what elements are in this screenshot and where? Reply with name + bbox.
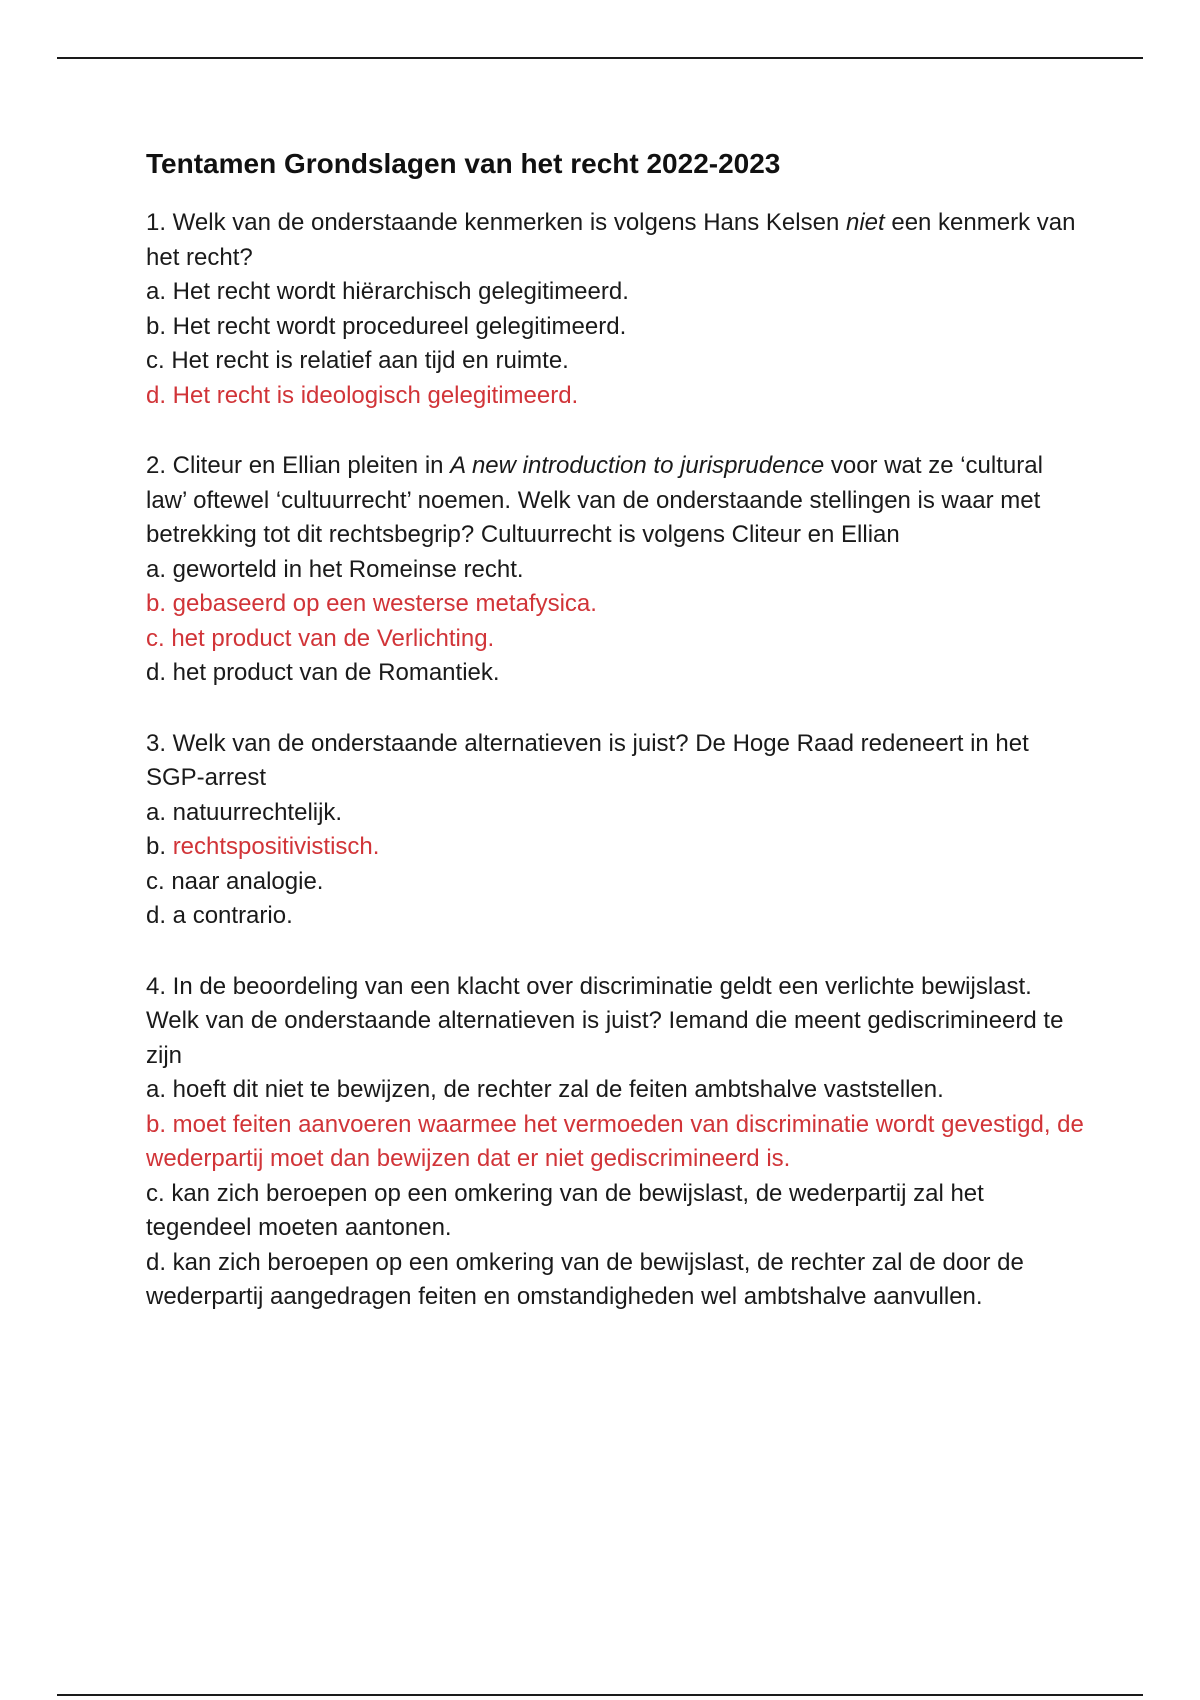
question-1-option-c: c. Het recht is relatief aan tijd en ruimte. [146, 347, 569, 374]
question-1-option-a: a. Het recht wordt hiërarchisch gelegitimeerd. [146, 278, 629, 305]
question-4 [146, 970, 1086, 1315]
question-2-prompt: 2. Cliteur en Ellian pleiten in A new introduction to jurisprudence voor wat ze ‘cultural law’ oftewel ‘cultuurrecht’ noemen. Welk van de onderstaande stellingen is waar met betrekking tot dit rechtsbegrip? Cultuurrecht is volgens Cliteur en Ellian [146, 452, 1043, 548]
footer-rule [57, 1694, 1143, 1696]
header-rule [57, 57, 1143, 59]
question-4-option-d: d. kan zich beroepen op een omkering van de bewijslast, de rechter zal de door de wederpartij aangedragen feiten en omstandigheden wel ambtshalve aanvullen. [146, 1248, 1024, 1310]
question-2-option-d: d. het product van de Romantiek. [146, 659, 500, 686]
question-2-option-c-answer: c. het product van de Verlichting. [146, 624, 495, 652]
question-1 [146, 206, 1086, 413]
question-1-option-d-answer: d. Het recht is ideologisch gelegitimeerd. [146, 381, 579, 409]
question-3 [146, 727, 1086, 934]
question-4-prompt: 4. In de beoordeling van een klacht over discriminatie geldt een verlichte bewijslast. Welk van de onderstaande alternatieven is juist? Iemand die meent gediscrimineerd te zijn [146, 972, 1064, 1069]
question-2-option-a: a. geworteld in het Romeinse recht. [146, 555, 524, 583]
question-1-option-b: b. Het recht wordt procedureel gelegitimeerd. [146, 312, 627, 340]
question-3-option-b-answer: rechtspositivistisch. [172, 833, 380, 860]
question-3-option-c: c. naar analogie. [146, 867, 324, 895]
document-title: Tentamen Grondslagen van het recht 2022-2023 [146, 148, 781, 179]
question-3-option-a: a. natuurrechtelijk. [146, 798, 343, 826]
question-4-option-a: a. hoeft dit niet te bewijzen, de rechter zal de feiten ambtshalve vaststellen. [146, 1076, 944, 1103]
question-1-prompt: 1. Welk van de onderstaande kenmerken is volgens Hans Kelsen niet een kenmerk van het recht? [146, 209, 1076, 271]
question-3-prompt: 3. Welk van de onderstaande alternatieven is juist? De Hoge Raad redeneert in het SGP-arrest [146, 729, 1029, 791]
document-body [146, 140, 1086, 1351]
question-4-option-b-answer: b. moet feiten aanvoeren waarmee het vermoeden van discriminatie wordt gevestigd, de wederpartij moet dan bewijzen dat er niet gediscrimineerd is. [146, 1110, 1084, 1172]
question-3-option-b: b. rechtspositivistisch. [146, 833, 380, 860]
question-3-option-d: d. a contrario. [146, 902, 293, 929]
question-2 [146, 449, 1086, 691]
question-4-option-c: c. kan zich beroepen op een omkering van de bewijslast, de wederpartij zal het tegendeel moeten aantonen. [146, 1179, 984, 1241]
question-2-option-b-answer: b. gebaseerd op een westerse metafysica. [146, 590, 597, 617]
